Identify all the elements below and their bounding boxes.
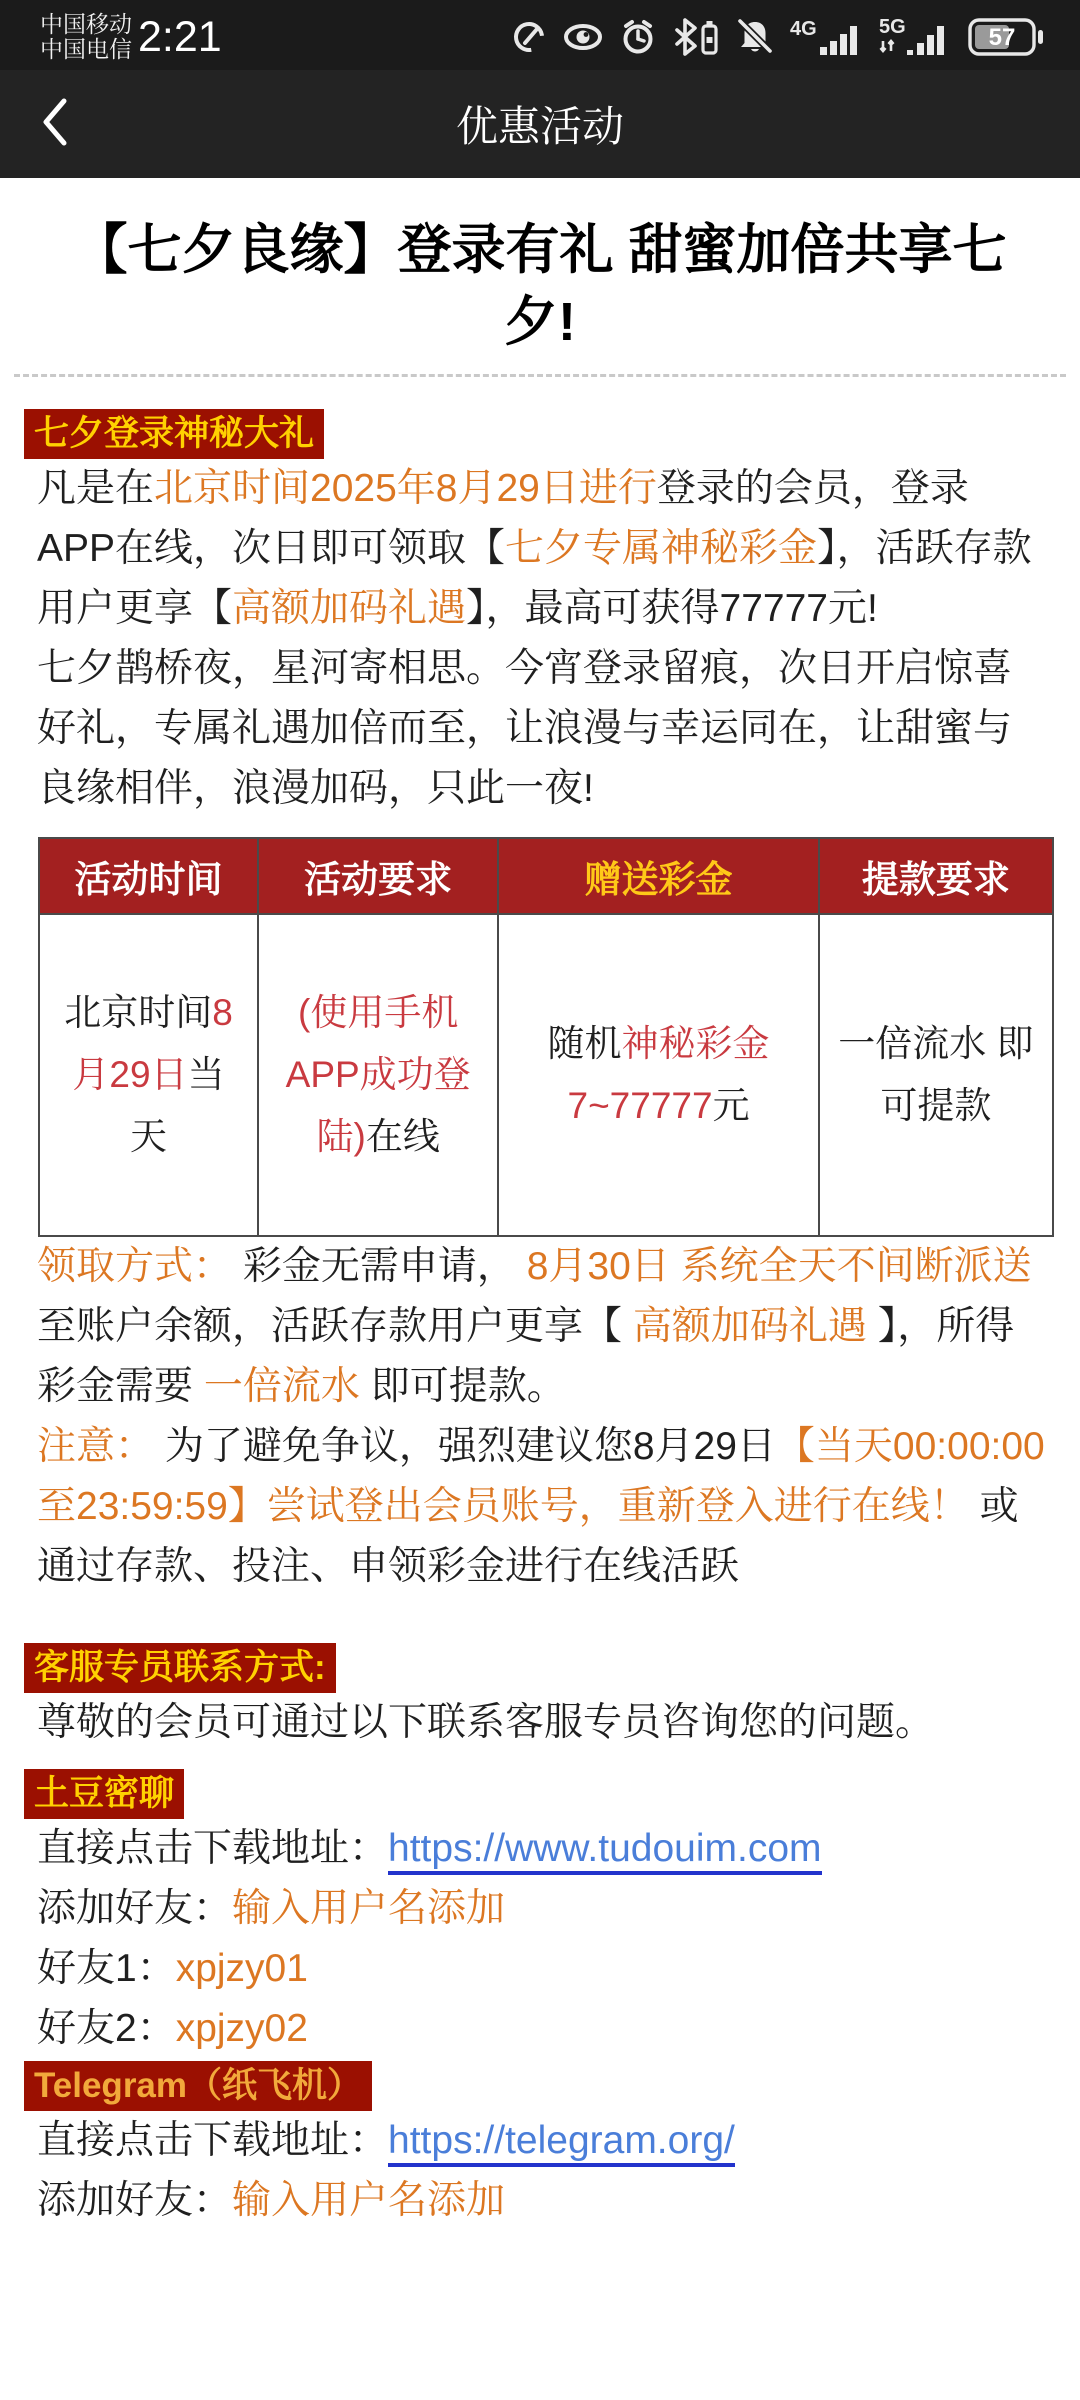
promo-paragraph bbox=[37, 459, 1046, 639]
clock-time: 2:21 bbox=[138, 12, 222, 61]
tudou-friend1-line bbox=[37, 1939, 1046, 1999]
text-segment: 登录的会员，登录APP在线，次日即可领取【 bbox=[37, 467, 969, 570]
text-segment: 即可提款。 bbox=[359, 1365, 566, 1408]
text-segment: 输入用户名添加 bbox=[232, 1887, 506, 1930]
tudou-download-line bbox=[37, 1819, 1046, 1879]
text-segment: xpjzy01 bbox=[175, 1947, 308, 1990]
activity-table bbox=[38, 837, 1054, 1237]
dashed-divider bbox=[14, 374, 1066, 377]
mute-icon bbox=[735, 18, 775, 56]
telegram-add-line bbox=[37, 2171, 1046, 2231]
text-segment: 一倍流水 即可提款 bbox=[838, 1023, 1034, 1126]
text-segment: 随机 bbox=[547, 1023, 622, 1064]
text-segment: 8月29日 bbox=[72, 992, 233, 1095]
text-segment: 添加好友： bbox=[37, 1887, 233, 1930]
svg-text:5G: 5G bbox=[879, 17, 906, 38]
table-header-time: 活动时间 bbox=[39, 838, 258, 914]
data-saver-icon bbox=[511, 19, 547, 55]
signal-5g-icon bbox=[879, 17, 953, 57]
table-cell-bonus bbox=[498, 914, 818, 1236]
signal-4g-icon bbox=[790, 17, 864, 57]
table-cell-time bbox=[39, 914, 258, 1236]
carrier-label bbox=[40, 12, 132, 62]
table-header-requirement: 活动要求 bbox=[258, 838, 498, 914]
text-segment: 输入用户名添加 bbox=[232, 2179, 506, 2222]
carrier-line-2: 中国电信 bbox=[40, 36, 132, 62]
text-segment: 北京时间2025年8月29日进行 bbox=[154, 467, 657, 510]
text-segment: 北京时间 bbox=[64, 992, 213, 1033]
tudou-add-line bbox=[37, 1879, 1046, 1939]
tudou-label: 土豆密聊 bbox=[24, 1769, 184, 1819]
status-icons bbox=[511, 17, 1046, 57]
telegram-download-line bbox=[37, 2111, 1046, 2171]
text-segment: 添加好友： bbox=[37, 2179, 233, 2222]
table-header-row bbox=[39, 838, 1053, 914]
alarm-icon bbox=[619, 18, 657, 56]
promo-content bbox=[0, 214, 1080, 2231]
text-segment: 高额加码礼遇 bbox=[632, 1305, 867, 1348]
bluetooth-battery-icon bbox=[672, 17, 720, 57]
carrier-line-1: 中国移动 bbox=[40, 11, 132, 37]
tudou-friend2-line bbox=[37, 1999, 1046, 2059]
battery-icon bbox=[968, 17, 1046, 57]
text-segment: 一倍流水 bbox=[203, 1365, 360, 1408]
text-segment: 】，活跃存款用户更享【 bbox=[37, 527, 1032, 630]
text-segment: 好友2： bbox=[37, 2007, 176, 2050]
page-title: 【七夕良缘】登录有礼 甜蜜加倍共享七夕! bbox=[73, 220, 1007, 352]
text-segment: 【当天00:00:00至23:59:59】尝试登出会员账号，重新登入进行在线！ bbox=[37, 1425, 1045, 1528]
svg-text:4G: 4G bbox=[790, 18, 817, 40]
contact-intro: 尊敬的会员可通过以下联系客服专员咨询您的问题。 bbox=[37, 1701, 935, 1744]
url-link[interactable]: https://telegram.org/ bbox=[388, 2119, 735, 2167]
table-header-withdraw: 提款要求 bbox=[819, 838, 1053, 914]
text-segment: 七夕专属神秘彩金 bbox=[505, 527, 818, 570]
promo-label: 七夕登录神秘大礼 bbox=[24, 409, 324, 459]
claim-paragraph bbox=[37, 1237, 1046, 1417]
text-segment: 注意： bbox=[37, 1425, 155, 1468]
promo-poem bbox=[37, 639, 1046, 819]
text-segment: 在线 bbox=[365, 1116, 440, 1157]
chevron-left-icon bbox=[40, 97, 70, 152]
text-segment: (使用手机APP成功登陆) bbox=[285, 992, 471, 1157]
page-header-title: 优惠活动 bbox=[455, 103, 624, 150]
table-row bbox=[39, 914, 1053, 1236]
eye-comfort-icon bbox=[562, 19, 604, 55]
text-segment: 凡是在 bbox=[37, 467, 155, 510]
nav-bar bbox=[0, 70, 1080, 178]
text-segment: 彩金无需申请， bbox=[232, 1245, 527, 1288]
text-segment: xpjzy02 bbox=[175, 2007, 308, 2050]
text-segment: 高额加码礼遇 bbox=[232, 587, 467, 630]
text-segment: 领取方式： bbox=[37, 1245, 233, 1288]
text-segment: 直接点击下载地址： bbox=[37, 2119, 389, 2162]
url-link[interactable]: https://www.tudouim.com bbox=[388, 1827, 822, 1875]
text-segment: 为了避免争议，强烈建议您8月29日 bbox=[154, 1425, 776, 1468]
back-button[interactable] bbox=[26, 70, 84, 178]
text-segment: 】，所得彩金需要 bbox=[37, 1305, 1015, 1408]
text-segment: 七夕鹊桥夜，星河寄相思。今宵登录留痕，次日开启惊喜好礼，专属礼遇加倍而至，让浪漫与幸运同在，让甜蜜与良缘相伴，浪漫加码，只此一夜! bbox=[37, 647, 1013, 810]
text-segment: 神秘彩金 7~77777 bbox=[567, 1023, 770, 1126]
status-bar bbox=[0, 0, 1080, 70]
table-cell-withdraw bbox=[819, 914, 1053, 1236]
text-segment: 好友1： bbox=[37, 1947, 176, 1990]
table-header-bonus: 赠送彩金 bbox=[498, 838, 818, 914]
battery-percent: 57 bbox=[988, 24, 1016, 51]
text-segment: 8月30日 系统全天不间断派送 bbox=[526, 1245, 1032, 1288]
text-segment: 当天 bbox=[130, 1054, 225, 1157]
table-cell-requirement bbox=[258, 914, 498, 1236]
notice-paragraph bbox=[37, 1417, 1046, 1597]
telegram-label: Telegram（纸飞机） bbox=[24, 2061, 372, 2111]
text-segment: 元 bbox=[712, 1085, 750, 1126]
text-segment: 至账户余额，活跃存款用户更享【 bbox=[37, 1305, 633, 1348]
text-segment: 】，最高可获得77777元! bbox=[466, 587, 878, 630]
contact-label: 客服专员联系方式: bbox=[24, 1643, 336, 1693]
text-segment: 或通过存款、投注、申领彩金进行在线活跃 bbox=[37, 1485, 1019, 1588]
text-segment: 直接点击下载地址： bbox=[37, 1827, 389, 1870]
